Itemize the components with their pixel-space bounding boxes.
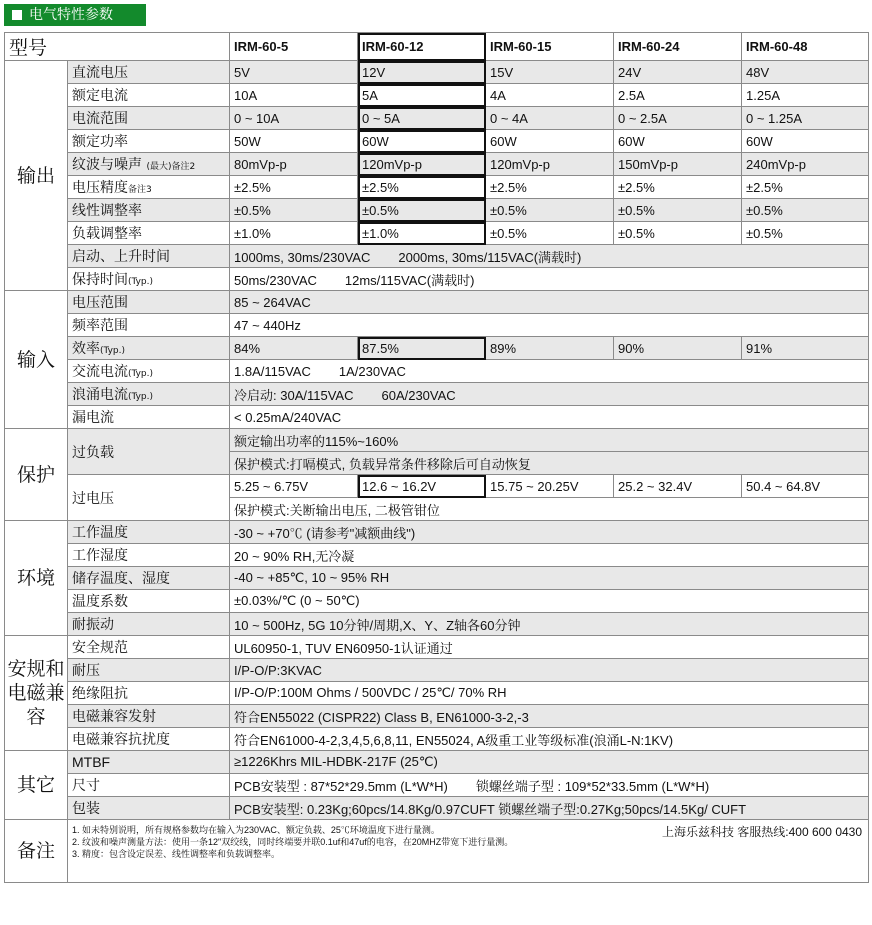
row-label: [68, 360, 230, 383]
table-row: [5, 222, 869, 245]
row-label: 尺寸: [68, 774, 230, 797]
model-header: IRM-60-48: [742, 33, 869, 61]
cell: ±0.5%: [486, 222, 614, 245]
cell: ±0.5%: [486, 199, 614, 222]
label-note: (Typ.): [100, 346, 126, 356]
category-protection: 保护: [5, 429, 68, 521]
cell: 5A: [358, 84, 486, 107]
cell: 87.5%: [358, 337, 486, 360]
row-label: 负载调整率: [68, 222, 230, 245]
value-a: 1000ms, 30ms/230VAC: [234, 249, 371, 265]
cell: ±2.5%: [230, 176, 358, 199]
cell: 80mVp-p: [230, 153, 358, 176]
cell: 1.25A: [742, 84, 869, 107]
cell: ±2.5%: [742, 176, 869, 199]
section-header: [4, 4, 146, 26]
label-note: (Typ.): [128, 369, 154, 379]
cell: ±0.5%: [614, 222, 742, 245]
row-label: 电压范围: [68, 291, 230, 314]
cell: ±2.5%: [614, 176, 742, 199]
table-row: [5, 797, 869, 820]
cell: 85 ~ 264VAC: [230, 291, 869, 314]
row-label: 电流范围: [68, 107, 230, 130]
cell: 89%: [486, 337, 614, 360]
cell: ±0.5%: [742, 222, 869, 245]
row-label: [68, 268, 230, 291]
cell: < 0.25mA/240VAC: [230, 406, 869, 429]
cell: 240mVp-p: [742, 153, 869, 176]
section-title: 电气特性参数: [29, 7, 113, 23]
cell: 额定输出功率的115%~160%: [230, 429, 869, 452]
value-a: PCB安装型 : 87*52*29.5mm (L*W*H): [234, 778, 448, 794]
value-a: 冷启动: 30A/115VAC: [234, 387, 354, 403]
cell: I/P-O/P:3KVAC: [230, 659, 869, 682]
cell: ±1.0%: [358, 222, 486, 245]
row-label: 额定电流: [68, 84, 230, 107]
cell: ±0.5%: [358, 199, 486, 222]
square-icon: [12, 10, 22, 20]
notes-row: [5, 820, 869, 883]
row-label: 直流电压: [68, 61, 230, 84]
cell: 91%: [742, 337, 869, 360]
cell: ±0.5%: [230, 199, 358, 222]
table-row: [5, 682, 869, 705]
table-row: [5, 728, 869, 751]
value-b: 12ms/115VAC(满载时): [344, 272, 475, 288]
cell: 25.2 ~ 32.4V: [614, 475, 742, 498]
table-row: [5, 176, 869, 199]
cell: PCB安装型: 0.23Kg;60pcs/14.8Kg/0.97CUFT 锁螺丝端子型:0.27Kg;50pcs/14.5Kg/ CUFT: [230, 797, 869, 820]
table-row: [5, 774, 869, 797]
row-label: 漏电流: [68, 406, 230, 429]
row-label: 电磁兼容抗扰度: [68, 728, 230, 751]
table-row: [5, 245, 869, 268]
model-header-selected: IRM-60-12: [358, 33, 486, 61]
row-label: 电磁兼容发射: [68, 705, 230, 728]
row-label: 温度系数: [68, 590, 230, 613]
cell: 24V: [614, 61, 742, 84]
label-note: (Typ.): [128, 392, 154, 402]
cell: 50W: [230, 130, 358, 153]
cell: 保护模式:关断输出电压, 二极管钳位: [230, 498, 869, 521]
label-text: 交流电流: [72, 364, 128, 380]
cell: 0 ~ 5A: [358, 107, 486, 130]
cell: 0 ~ 1.25A: [742, 107, 869, 130]
model-header: IRM-60-24: [614, 33, 742, 61]
cell: 90%: [614, 337, 742, 360]
cell: 15.75 ~ 20.25V: [486, 475, 614, 498]
row-label: [68, 337, 230, 360]
category-environment: 环境: [5, 521, 68, 636]
model-row: [5, 33, 869, 61]
value-b: 1A/230VAC: [338, 363, 406, 379]
hotline: 上海乐兹科技 客服热线:400 600 0430: [661, 825, 863, 839]
table-row: [5, 107, 869, 130]
row-label: 启动、上升时间: [68, 245, 230, 268]
note-line: 3. 精度：包含设定误差、线性调整率和负载调整率。: [72, 849, 281, 859]
table-row: [5, 521, 869, 544]
cell: I/P-O/P:100M Ohms / 500VDC / 25℃/ 70% RH: [230, 682, 869, 705]
cell: ±2.5%: [486, 176, 614, 199]
cell: -40 ~ +85℃, 10 ~ 95% RH: [230, 567, 869, 590]
category-safety: 安规和电磁兼容: [5, 636, 68, 751]
value-b: 2000ms, 30ms/115VAC(满载时): [398, 249, 582, 265]
table-row: [5, 337, 869, 360]
row-label: 工作温度: [68, 521, 230, 544]
cell: 0 ~ 2.5A: [614, 107, 742, 130]
cell: ±0.5%: [614, 199, 742, 222]
cell: 120mVp-p: [358, 153, 486, 176]
spec-table: [4, 32, 869, 883]
row-label: 储存温度、湿度: [68, 567, 230, 590]
label-text: 电压精度: [72, 180, 128, 196]
table-row: [5, 383, 869, 406]
label-text: 浪涌电流: [72, 387, 128, 403]
row-label: 包装: [68, 797, 230, 820]
label-note: 备注3: [128, 185, 152, 195]
table-row: [5, 130, 869, 153]
cell: 48V: [742, 61, 869, 84]
row-label: [68, 153, 230, 176]
row-label: MTBF: [68, 751, 230, 774]
table-row: [5, 636, 869, 659]
cell: 0 ~ 10A: [230, 107, 358, 130]
model-header: IRM-60-5: [230, 33, 358, 61]
row-label: 耐振动: [68, 613, 230, 636]
table-row: [5, 544, 869, 567]
category-input: 输入: [5, 291, 68, 429]
value-b: 锁螺丝端子型 : 109*52*33.5mm (L*W*H): [475, 778, 710, 794]
table-row: [5, 475, 869, 498]
note-line: 1. 如未特别说明，所有规格参数均在输入为230VAC、额定负载、25℃环境温度下进行量测。: [72, 825, 440, 835]
cell: 150mVp-p: [614, 153, 742, 176]
cell: ≥1226Khrs MIL-HDBK-217F (25℃): [230, 751, 869, 774]
cell: 保护模式:打嗝模式, 负载异常条件移除后可自动恢复: [230, 452, 869, 475]
cell: 12.6 ~ 16.2V: [358, 475, 486, 498]
note-line: 2. 纹波和噪声测量方法：使用一条12"双绞线，同时终端要并联0.1uf和47uf的电容，在20MHZ带宽下进行量测。: [72, 837, 514, 847]
table-row: [5, 61, 869, 84]
cell: 12V: [358, 61, 486, 84]
table-row: [5, 199, 869, 222]
cell: 5V: [230, 61, 358, 84]
label-text: 效率: [72, 341, 100, 357]
cell: ±0.03%/℃ (0 ~ 50℃): [230, 590, 869, 613]
table-row: [5, 268, 869, 291]
cell: 10 ~ 500Hz, 5G 10分钟/周期,X、Y、Z轴各60分钟: [230, 613, 869, 636]
label-text: 保持时间: [72, 272, 128, 288]
cell: ±2.5%: [358, 176, 486, 199]
cell: -30 ~ +70℃ (请参考"减额曲线"): [230, 521, 869, 544]
row-label: [68, 176, 230, 199]
model-label: 型号: [5, 33, 230, 61]
cell: [230, 774, 869, 797]
cell: 120mVp-p: [486, 153, 614, 176]
value-a: 50ms/230VAC: [234, 272, 317, 288]
category-others: 其它: [5, 751, 68, 820]
row-label: 频率范围: [68, 314, 230, 337]
table-row: [5, 314, 869, 337]
cell: 15V: [486, 61, 614, 84]
table-row: [5, 429, 869, 452]
cell: 84%: [230, 337, 358, 360]
row-label: 工作湿度: [68, 544, 230, 567]
cell: 10A: [230, 84, 358, 107]
cell: ±1.0%: [230, 222, 358, 245]
table-row: [5, 153, 869, 176]
table-row: [5, 590, 869, 613]
label-note: (最大)备注2: [146, 162, 196, 172]
row-label: 绝缘阻抗: [68, 682, 230, 705]
cell: 60W: [358, 130, 486, 153]
cell: [230, 268, 869, 291]
table-row: [5, 360, 869, 383]
notes-cell: [68, 820, 869, 883]
cell: 20 ~ 90% RH,无冷凝: [230, 544, 869, 567]
cell: [230, 383, 869, 406]
table-row: [5, 613, 869, 636]
row-label: 安全规范: [68, 636, 230, 659]
label-text: 纹波与噪声: [72, 157, 142, 173]
table-row: [5, 567, 869, 590]
cell: ±0.5%: [742, 199, 869, 222]
row-label: 过电压: [68, 475, 230, 521]
table-row: [5, 751, 869, 774]
category-notes: 备注: [5, 820, 68, 883]
row-label: 线性调整率: [68, 199, 230, 222]
table-row: [5, 84, 869, 107]
table-row: [5, 406, 869, 429]
cell: 60W: [486, 130, 614, 153]
value-b: 60A/230VAC: [381, 387, 456, 403]
cell: 0 ~ 4A: [486, 107, 614, 130]
table-row: [5, 291, 869, 314]
cell: [230, 360, 869, 383]
row-label: 额定功率: [68, 130, 230, 153]
cell: 4A: [486, 84, 614, 107]
cell: 47 ~ 440Hz: [230, 314, 869, 337]
model-header: IRM-60-15: [486, 33, 614, 61]
table-row: [5, 705, 869, 728]
label-note: (Typ.): [128, 277, 154, 287]
category-output: 输出: [5, 61, 68, 291]
cell: 符合EN55022 (CISPR22) Class B, EN61000-3-2,-3: [230, 705, 869, 728]
cell: [230, 245, 869, 268]
table-row: [5, 659, 869, 682]
cell: UL60950-1, TUV EN60950-1认证通过: [230, 636, 869, 659]
cell: 60W: [614, 130, 742, 153]
cell: 50.4 ~ 64.8V: [742, 475, 869, 498]
cell: 5.25 ~ 6.75V: [230, 475, 358, 498]
row-label: 过负载: [68, 429, 230, 475]
cell: 2.5A: [614, 84, 742, 107]
row-label: [68, 383, 230, 406]
value-a: 1.8A/115VAC: [234, 363, 311, 379]
cell: 符合EN61000-4-2,3,4,5,6,8,11, EN55024, A级重工业等级标准(浪涌L-N:1KV): [230, 728, 869, 751]
cell: 60W: [742, 130, 869, 153]
row-label: 耐压: [68, 659, 230, 682]
